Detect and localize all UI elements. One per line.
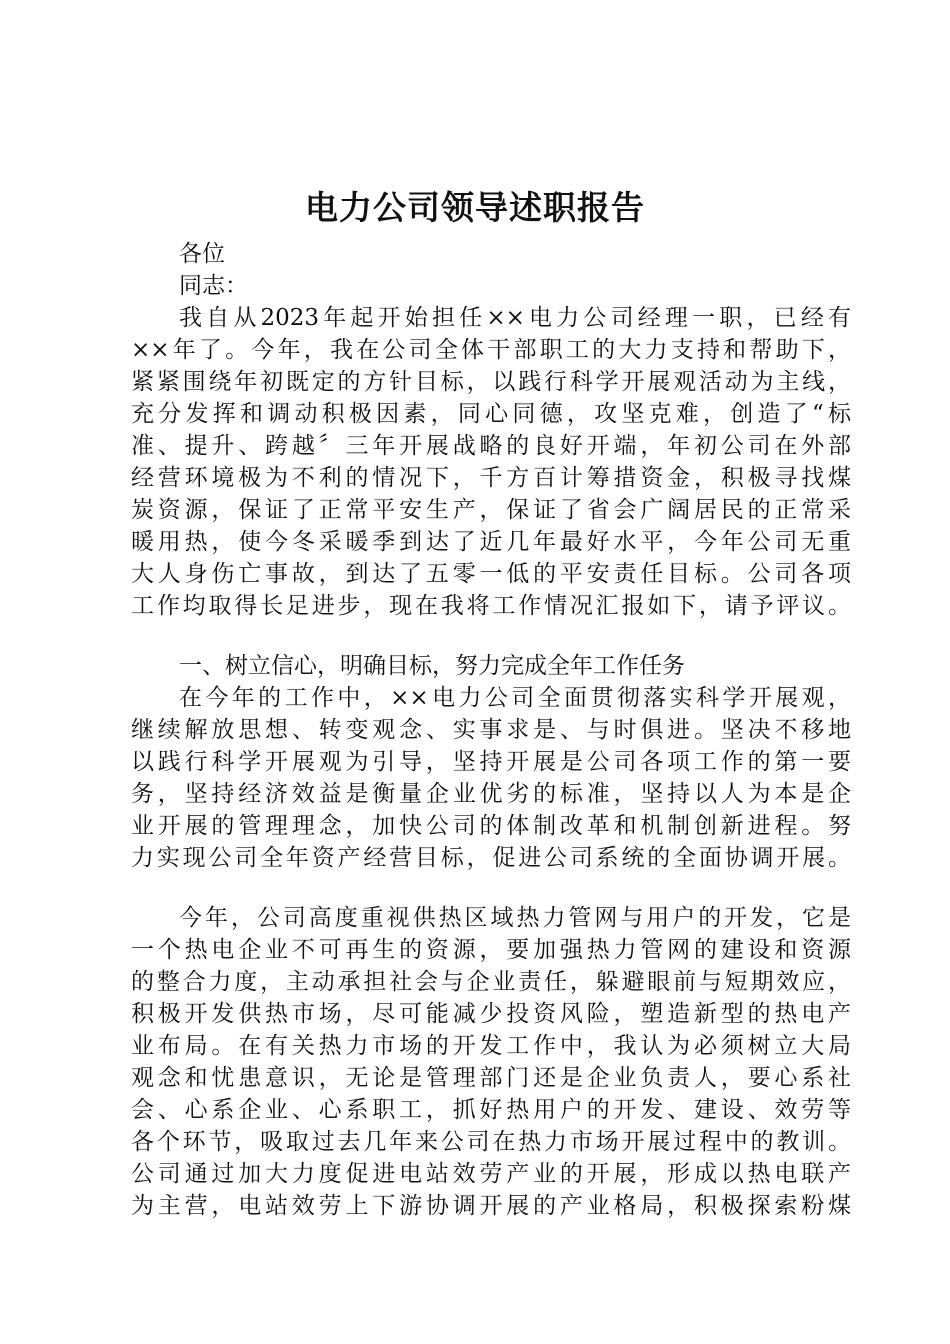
- paragraph-line: 今年，公司高度重视供热区域热力管网与用户的开发，它是: [179, 905, 851, 931]
- paragraph-line: 紧紧围绕年初既定的方针目标，以践行科学开展观活动为主线，: [131, 369, 851, 395]
- paragraph-line: 公司通过加大力度促进电站效劳产业的开展，形成以热电联产: [131, 1161, 851, 1187]
- paragraph-line: 继续解放思想、转变观念、实事求是、与时俱进。坚决不移地: [131, 717, 851, 743]
- paragraph-line: ××年了。今年，我在公司全体干部职工的大力支持和帮助下，: [131, 337, 851, 363]
- paragraph-line: 业开展的管理理念，加快公司的体制改革和机制创新进程。努: [131, 813, 851, 839]
- paragraph-line: 积极开发供热市场，尽可能减少投资风险，塑造新型的热电产: [131, 1001, 851, 1027]
- paragraph-line: 工作均取得长足进步，现在我将工作情况汇报如下，请予评议。: [131, 593, 851, 619]
- paragraph-line: 炭资源，保证了正常平安生产，保证了省会广阔居民的正常采: [131, 497, 851, 523]
- paragraph-line: 一个热电企业不可再生的资源，要加强热力管网的建设和资源: [131, 937, 851, 963]
- paragraph-line: 为主营，电站效劳上下游协调开展的产业格局，积极探索粉煤: [131, 1193, 851, 1219]
- paragraph-line: 暖用热，使今冬采暖季到达了近几年最好水平，今年公司无重: [131, 529, 851, 555]
- paragraph-line: 会、心系企业、心系职工，抓好热用户的开发、建设、效劳等: [131, 1097, 851, 1123]
- paragraph-line: 观念和忧患意识，无论是管理部门还是企业负责人，要心系社: [131, 1065, 851, 1091]
- paragraph-line: 在今年的工作中，××电力公司全面贯彻落实科学开展观，: [179, 685, 851, 711]
- greeting-line: 各位: [179, 241, 225, 267]
- paragraph-line: 力实现公司全年资产经营目标，促进公司系统的全面协调开展。: [131, 845, 851, 871]
- paragraph-line: 各个环节，吸取过去几年来公司在热力市场开展过程中的教训。: [131, 1129, 851, 1155]
- paragraph-line: 准、提升、跨越〞三年开展战略的良好开端，年初公司在外部: [131, 433, 851, 459]
- paragraph-line: 以践行科学开展观为引导，坚持开展是公司各项工作的第一要: [131, 749, 851, 775]
- greeting-line: 同志：: [179, 273, 248, 299]
- document-title: 电力公司领导述职报告: [305, 188, 645, 227]
- paragraph-line: 大人身伤亡事故，到达了五零一低的平安责任目标。公司各项: [131, 561, 851, 587]
- paragraph-line: 我自从2023年起开始担任××电力公司经理一职，已经有: [179, 305, 851, 331]
- paragraph-line: 经营环境极为不利的情况下，千方百计筹措资金，积极寻找煤: [131, 465, 851, 491]
- paragraph-line: 业布局。在有关热力市场的开发工作中，我认为必须树立大局: [131, 1033, 851, 1059]
- paragraph-line: 充分发挥和调动积极因素，同心同德，攻坚克难，创造了“标: [131, 401, 851, 427]
- section-heading: 一、树立信心，明确目标，努力完成全年工作任务: [179, 653, 685, 679]
- paragraph-line: 务，坚持经济效益是衡量企业优劣的标准，坚持以人为本是企: [131, 781, 851, 807]
- paragraph-line: 的整合力度，主动承担社会与企业责任，躲避眼前与短期效应，: [131, 969, 851, 995]
